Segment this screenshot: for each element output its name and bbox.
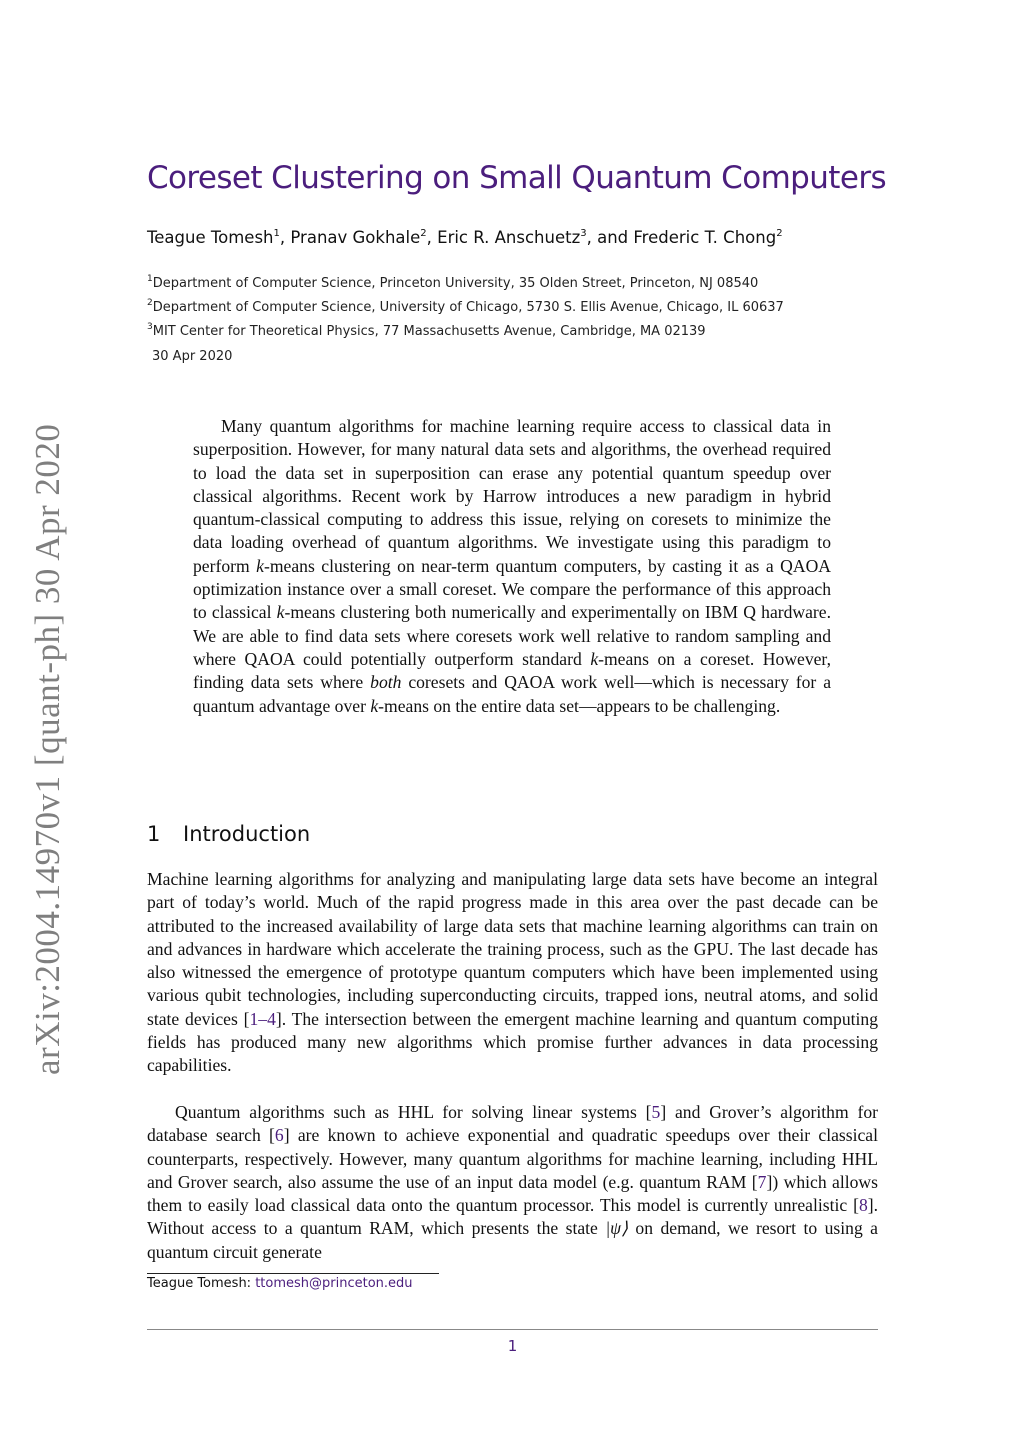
affiliation-mark: 1 xyxy=(147,274,153,284)
citation-link[interactable]: 5 xyxy=(651,1102,661,1122)
affiliation xyxy=(147,276,907,291)
author-name: Teague Tomesh xyxy=(147,228,274,247)
affiliation-mark: 3 xyxy=(147,322,153,332)
author-list xyxy=(147,228,907,247)
paragraph-text: ] are known to achieve exponential and quadratic speedups over their classical counterparts, respectively. However, many quantum algorithms for machine learning, including HHL and Grover search, also assume the use of an input data model (e.g. quantum RAM [ xyxy=(147,1125,878,1192)
math-psi-ket: |ψ⟩ xyxy=(605,1218,628,1239)
page-divider xyxy=(147,1329,878,1330)
footnote-divider xyxy=(147,1273,439,1274)
affiliation-mark: 2 xyxy=(147,298,153,308)
math-k: k xyxy=(590,648,599,669)
publication-date: 30 Apr 2020 xyxy=(152,349,233,364)
math-k: k xyxy=(256,555,264,576)
paragraph-text: Machine learning algorithms for analyzing and manipulating large data sets have become an integral part of today’s world. Much of the rapid progress made in this area over the past decade can be attributed to the increased availability of large data sets that machine learning algorithms can train on and advances in hardware which accelerate the training process, such as the GPU. The last decade has also witnessed the emergence of prototype quantum computers which have been implemented using various qubit technologies, including superconducting circuits, trapped ions, neutral atoms, and solid state devices [ xyxy=(147,869,878,1029)
affiliation-text: MIT Center for Theoretical Physics, 77 Massachusetts Avenue, Cambridge, MA 02139 xyxy=(152,324,706,339)
affiliation-text: Department of Computer Science, Princeton University, 35 Olden Street, Princeton, NJ 08540 xyxy=(152,276,759,291)
citation-link[interactable]: 4 xyxy=(267,1008,276,1029)
author-separator: , xyxy=(426,228,438,247)
abstract xyxy=(193,415,831,718)
abstract-text: -means clustering on near-term quantum computers, by casting it as a QAOA optimization instance over a small coreset. We compare the performance of this approach to classical xyxy=(193,555,831,623)
section-heading xyxy=(147,822,310,846)
paragraph-text: Quantum algorithms such as HHL for solving linear systems [ xyxy=(175,1102,652,1122)
author-affiliation-mark: 3 xyxy=(580,228,587,239)
citation-dash: – xyxy=(258,1008,268,1029)
footnote-author: Teague Tomesh: xyxy=(147,1276,252,1291)
affiliation xyxy=(147,324,907,339)
section-title: Introduction xyxy=(183,822,311,846)
emphasis-both: both xyxy=(370,672,402,693)
author-affiliation-mark: 2 xyxy=(420,228,427,239)
paragraph-text: ]. Without access to a quantum RAM, which presents the state xyxy=(147,1195,878,1239)
author-separator: , and xyxy=(586,228,634,247)
intro-paragraph-1 xyxy=(147,868,878,1078)
abstract-text: -means on a coreset. However, finding data sets where xyxy=(193,648,831,693)
citation-link[interactable]: 1 xyxy=(249,1008,259,1029)
math-k: k xyxy=(370,695,379,716)
author-name: Frederic T. Chong xyxy=(633,228,777,247)
paragraph-text: ]. The intersection between the emergent machine learning and quantum computing fields has produced many new algorithms which promise further advances in data processing capabilities. xyxy=(147,1008,878,1076)
affiliation xyxy=(147,300,907,315)
abstract-text: -means on the entire data set—appears to be challenging. xyxy=(378,695,781,716)
author-name: Eric R. Anschuetz xyxy=(437,228,581,247)
email-link[interactable]: ttomesh@princeton.edu xyxy=(255,1276,413,1291)
paragraph-text: ]) which allows them to easily load classical data onto the quantum processor. This model is currently unrealistic [ xyxy=(147,1171,878,1216)
citation-link[interactable]: 6 xyxy=(274,1125,284,1146)
author-affiliation-mark: 2 xyxy=(776,228,783,239)
section-number: 1 xyxy=(147,822,161,846)
paragraph-text: on demand, we resort to using a quantum circuit generate xyxy=(147,1218,878,1262)
arxiv-stamp: arXiv:2004.14970v1 [quant-ph] 30 Apr 2020 xyxy=(28,423,67,1075)
intro-paragraph-2 xyxy=(147,1101,878,1264)
page-number: 1 xyxy=(507,1337,518,1355)
abstract-text: -means clustering both numerically and experimentally on IBM Q hardware. We are able to find data sets where coresets work well relative to random sampling and where QAOA could potentially outperform standard xyxy=(193,602,831,669)
abstract-text: Many quantum algorithms for machine learning require access to classical data in superposition. However, for many natural data sets and algorithms, the overhead required to load the data set in superposition can erase any potential quantum speedup over classical algorithms. Recent work by Harrow introduces a new paradigm in hybrid quantum-classical computing to address this issue, relying on coresets to minimize the data loading overhead of quantum algorithms. We investigate using this paradigm to perform xyxy=(193,416,831,576)
affiliation-text: Department of Computer Science, University of Chicago, 5730 S. Ellis Avenue, Chicago, IL 60637 xyxy=(152,300,784,315)
author-affiliation-mark: 1 xyxy=(273,228,280,239)
citation-link[interactable]: 7 xyxy=(757,1171,767,1192)
paragraph-text: ] and Grover’s algorithm for database search [ xyxy=(147,1102,879,1146)
math-k: k xyxy=(276,602,285,623)
citation-link[interactable]: 8 xyxy=(858,1195,868,1216)
paper-title: Coreset Clustering on Small Quantum Computers xyxy=(147,160,887,196)
footnote xyxy=(147,1276,413,1291)
author-name: Pranav Gokhale xyxy=(290,228,421,247)
author-separator: , xyxy=(279,228,291,247)
abstract-text: coresets and QAOA work well—which is necessary for a quantum advantage over xyxy=(193,672,832,716)
